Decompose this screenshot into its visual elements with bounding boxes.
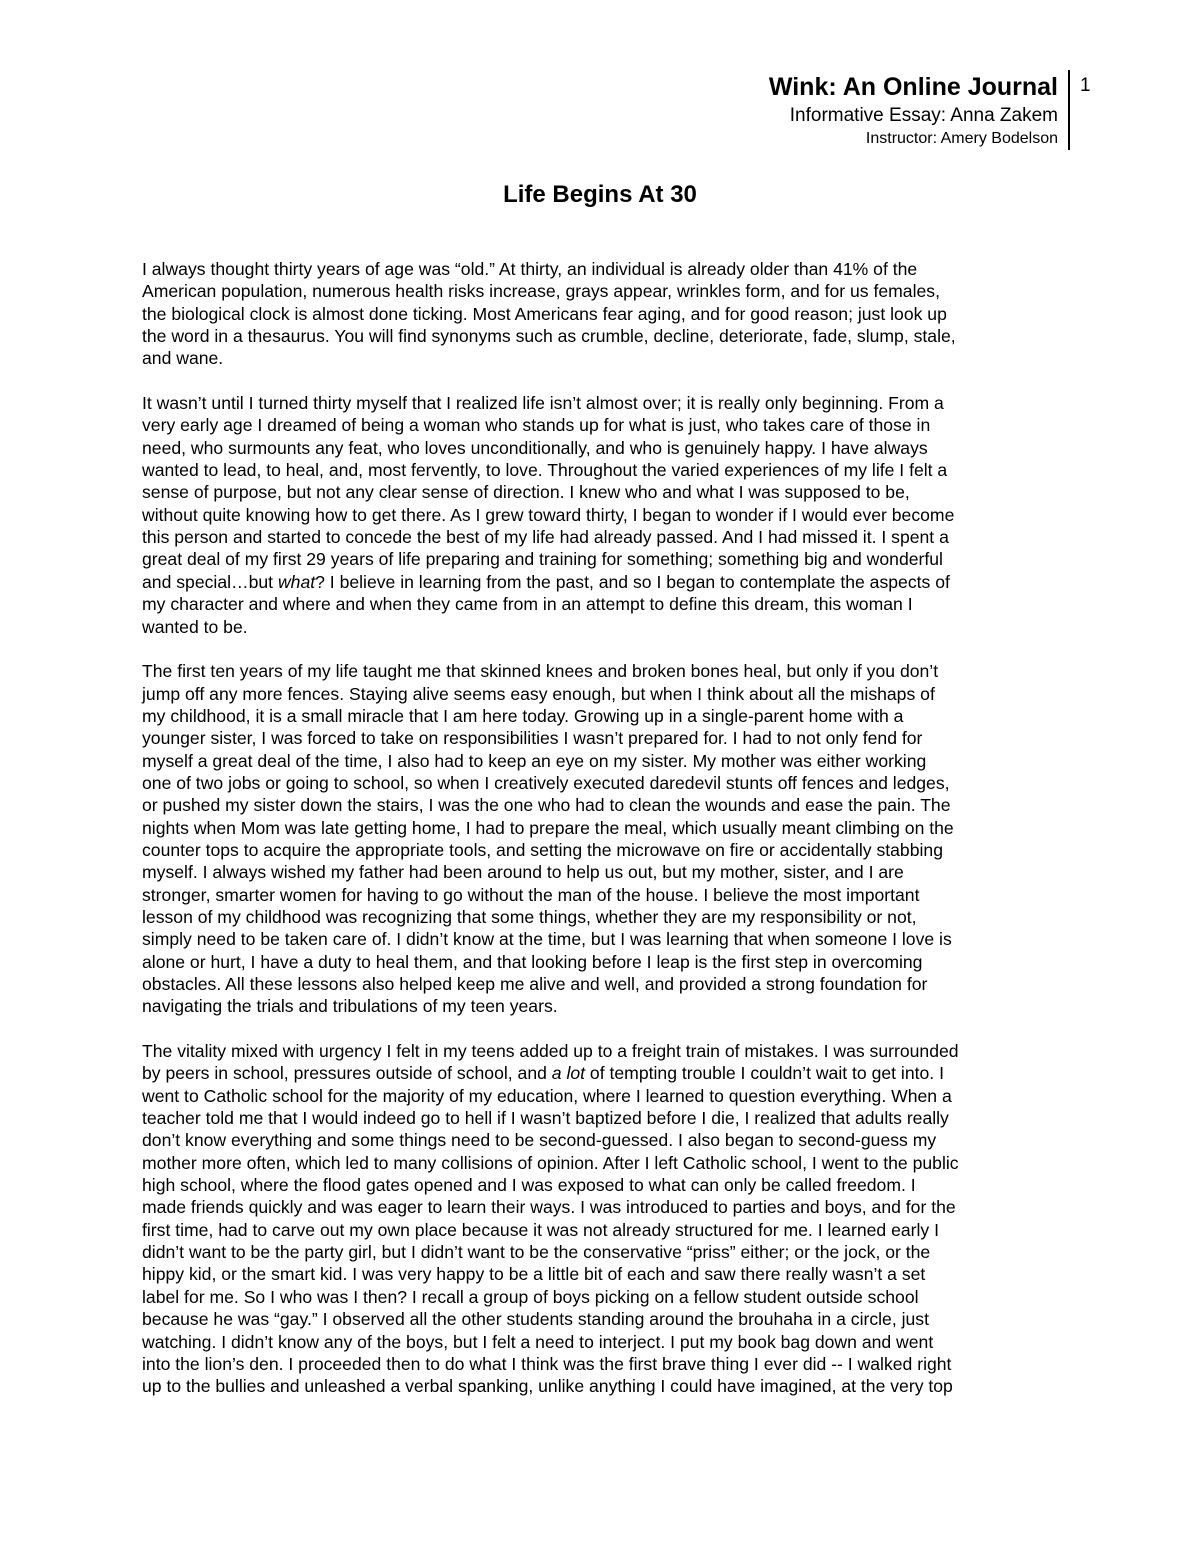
italic-emphasis: a lot <box>551 1063 586 1084</box>
text-line: lesson of my childhood was recognizing that some things, whether they are my responsibility or not, <box>142 906 917 927</box>
text-line: obstacles. All these lessons also helped keep me alive and well, and provided a strong foundation for <box>142 974 928 994</box>
text-line: went to Catholic school for the majority of my education, where I learned to question everything. When a <box>142 1085 952 1106</box>
text-line: American population, numerous health risks increase, grays appear, wrinkles form, and for us females, <box>142 281 940 302</box>
text-line: very early age I dreamed of being a woman who stands up for what is just, who takes care of those in <box>142 415 931 436</box>
italic-emphasis: what <box>277 571 316 592</box>
essay-body <box>142 258 1058 1420</box>
paragraph-3 <box>142 660 1058 1018</box>
text-line: jump off any more fences. Staying alive seems easy enough, but when I think about all the mishaps of <box>142 683 935 704</box>
paragraph-4 <box>142 1040 1058 1398</box>
text-line: teacher told me that I would indeed go to hell if I wasn’t baptized before I die, I realized that adults really <box>142 1108 949 1129</box>
text-line: the biological clock is almost done ticking. Most Americans fear aging, and for good reason; just look up <box>142 303 947 324</box>
text-segment: by peers in school, pressures outside of school, and <box>142 1063 552 1084</box>
text-line: wanted to lead, to heal, and, most fervently, to love. Throughout the varied experiences of my life I felt a <box>142 460 948 481</box>
text-line: one of two jobs or going to school, so when I creatively executed daredevil stunts off fences and ledges, <box>142 772 950 793</box>
text-line: wanted to be. <box>142 616 248 637</box>
text-line: counter tops to acquire the appropriate tools, and setting the microwave on fire or accidentally stabbing <box>142 839 943 860</box>
text-line: label for me. So I who was I then? I recall a group of boys picking on a fellow student outside school <box>142 1286 919 1307</box>
paragraph-1 <box>142 258 1058 370</box>
document-title: Life Begins At 30 <box>503 181 697 208</box>
text-line: navigating the trials and tribulations of my teen years. <box>142 996 558 1017</box>
text-line: I always thought thirty years of age was “old.” At thirty, an individual is already older than 41% of the <box>142 259 918 279</box>
text-line: and wane. <box>142 348 224 369</box>
text-line <box>142 571 1058 593</box>
text-line <box>142 1062 1058 1084</box>
text-line: didn’t want to be the party girl, but I didn’t want to be the conservative “priss” either; or the jock, or the <box>142 1242 931 1263</box>
text-line: don’t know everything and some things need to be second-guessed. I also began to second-guess my <box>142 1130 937 1151</box>
text-line: my childhood, it is a small miracle that I am here today. Growing up in a single-parent home with a <box>142 705 904 726</box>
text-line: need, who surmounts any feat, who loves unconditionally, and who is genuinely happy. I have always <box>142 437 928 458</box>
text-line: without quite knowing how to get there. As I grew toward thirty, I began to wonder if I would ever become <box>142 504 955 525</box>
text-line: younger sister, I was forced to take on responsibilities I wasn’t prepared for. I had to not only fend for <box>142 728 923 749</box>
text-line: great deal of my first 29 years of life preparing and training for something; something big and wonderful <box>142 549 943 570</box>
header-divider <box>1068 70 1070 150</box>
text-line: my character and where and when they came from in an attempt to define this dream, this woman I <box>142 594 913 615</box>
text-line: this person and started to concede the best of my life had already passed. And I had missed it. I spent a <box>142 527 949 548</box>
text-line: alone or hurt, I have a duty to heal them, and that looking before I leap is the first step in overcoming <box>142 951 923 972</box>
text-line: or pushed my sister down the stairs, I was the one who had to clean the wounds and ease the pain. The <box>142 795 951 816</box>
text-segment: ? I believe in learning from the past, and so I began to contemplate the aspects of <box>315 571 950 592</box>
text-line: myself. I always wished my father had been around to help us out, but my mother, sister, and I are <box>142 862 904 883</box>
text-line: The first ten years of my life taught me that skinned knees and broken bones heal, but only if you don’t <box>142 661 939 682</box>
essay-author-line: Informative Essay: Anna Zakem <box>789 105 1058 126</box>
page-number: 1 <box>1080 75 1091 96</box>
text-line: sense of purpose, but not any clear sense of direction. I knew who and what I was supposed to be, <box>142 482 910 503</box>
instructor-line: Instructor: Amery Bodelson <box>865 130 1058 147</box>
text-segment: and special…but <box>142 571 278 592</box>
text-line: It wasn’t until I turned thirty myself that I realized life isn’t almost over; it is really only beginning. From a <box>142 393 944 414</box>
paragraph-2 <box>142 392 1058 638</box>
text-line: nights when Mom was late getting home, I had to prepare the meal, which usually meant climbing on the <box>142 817 954 838</box>
text-line: simply need to be taken care of. I didn’t know at the time, but I was learning that when someone I love is <box>142 929 952 950</box>
running-header <box>769 70 1058 150</box>
text-line: first time, had to carve out my own place because it was not already structured for me. I learned early I <box>142 1219 939 1240</box>
text-segment: of tempting trouble I couldn’t wait to get into. I <box>585 1063 944 1084</box>
text-line: into the lion’s den. I proceeded then to do what I think was the first brave thing I ever did -- I walked right <box>142 1353 952 1374</box>
text-line: myself a great deal of the time, I also had to keep an eye on my sister. My mother was either working <box>142 750 927 771</box>
journal-title: Wink: An Online Journal <box>768 73 1058 101</box>
text-line: high school, where the flood gates opened and I was exposed to what can only be called freedom. I <box>142 1175 916 1196</box>
text-line: made friends quickly and was eager to learn their ways. I was introduced to parties and boys, and for the <box>142 1197 956 1218</box>
text-line: mother more often, which led to many collisions of opinion. After I left Catholic school, I went to the public <box>142 1152 959 1173</box>
text-line: the word in a thesaurus. You will find synonyms such as crumble, decline, deteriorate, fade, slump, stale, <box>142 326 956 347</box>
text-line: up to the bullies and unleashed a verbal spanking, unlike anything I could have imagined, at the very top <box>142 1376 953 1397</box>
text-line: because he was “gay.” I observed all the other students standing around the brouhaha in a circle, just <box>142 1309 929 1330</box>
text-line: stronger, smarter women for having to go without the man of the house. I believe the most important <box>142 884 920 905</box>
text-line: The vitality mixed with urgency I felt in my teens added up to a freight train of mistakes. I was surrounded <box>142 1041 959 1062</box>
text-line: hippy kid, or the smart kid. I was very happy to be a little bit of each and saw there really wasn’t a set <box>142 1264 926 1285</box>
text-line: watching. I didn’t know any of the boys, but I felt a need to interject. I put my book bag down and went <box>142 1331 934 1352</box>
